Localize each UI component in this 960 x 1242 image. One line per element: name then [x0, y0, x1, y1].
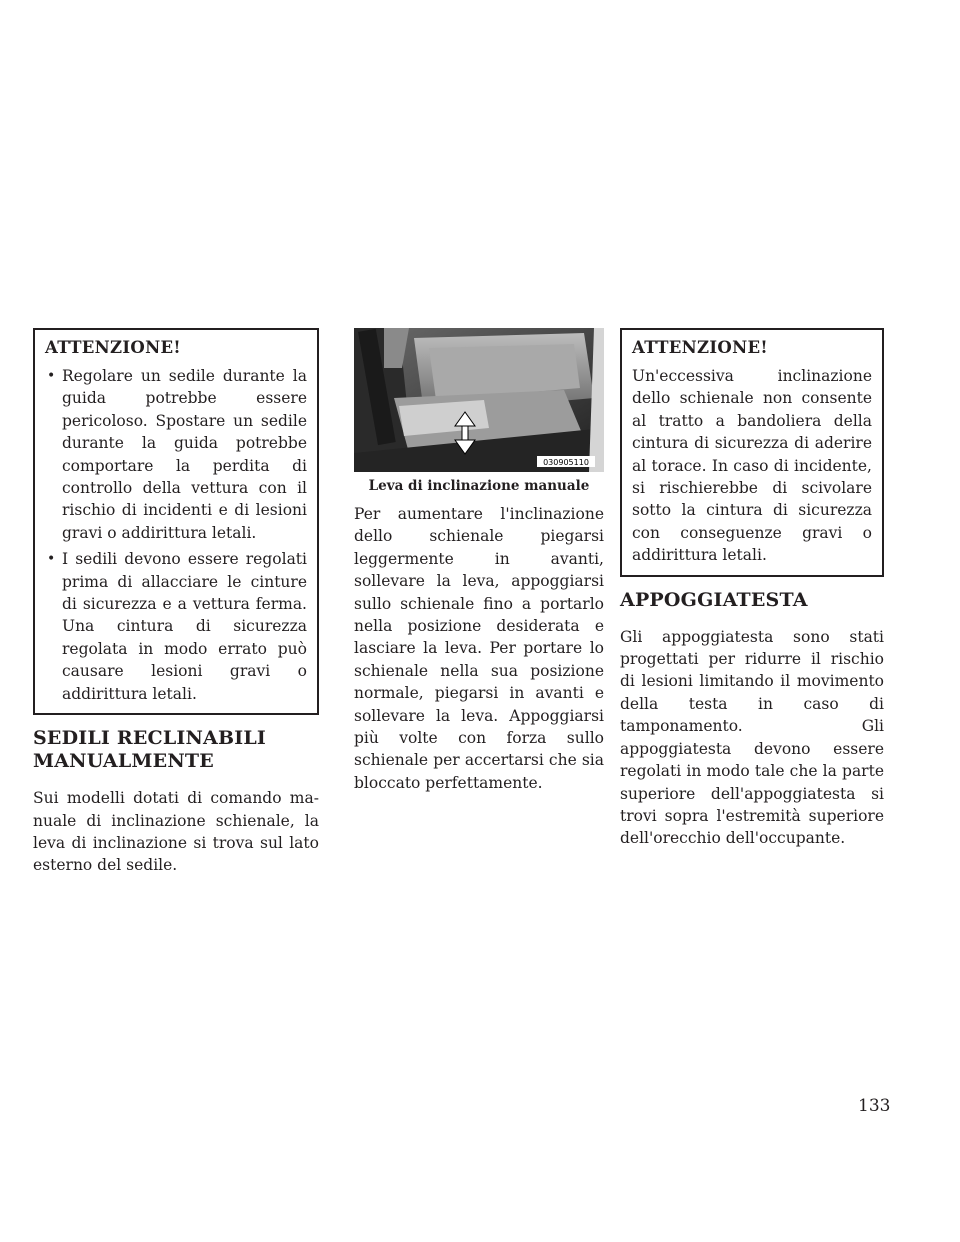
- image-caption: Leva di inclinazione manuale: [368, 478, 590, 494]
- paragraph-headrests: Gli appoggiatesta sono stati progettati per ridurre il rischio di lesioni limitando il movimento della testa in caso di tamponamento. Gli appoggiatesta devono essere regolati in modo tale che la parte superiore dell'appoggiatesta si trovi sopra l'estremità superiore dell'orecchio dell'occupante.: [620, 627, 884, 848]
- warning-item: [45, 548, 307, 705]
- warning-item: [45, 365, 307, 544]
- warning-title: ATTENZIONE!: [632, 338, 768, 357]
- warning-box-seat-adjust: [33, 328, 319, 715]
- warning-text: Un'eccessiva inclinazione dello schienale non consente al tratto a bandoliera della cintura di sicurezza di aderire al torace. In caso di incidente, si rischierebbe di scivolare sotto la cintura di sicurezza con conseguenze gravi o addirittura letali.: [632, 367, 872, 565]
- image-code: 030905110: [543, 458, 589, 467]
- middle-column: [354, 328, 604, 794]
- page-number: 133: [858, 1096, 891, 1116]
- section-heading-headrests: APPOGGIATESTA: [620, 588, 808, 611]
- paragraph-recline-instructions: Per aumentare l'inclinazione dello schienale piegarsi leggermente in avanti, sollevare la leva, appoggiarsi sullo schienale fino a portarlo nella posizione desiderata e lasciare la leva. Per portare lo schienale nella sua posizione normale, piegarsi in avanti e sollevare la leva. Appoggiarsi più volte con forza sullo schienale per accertarsi che sia bloccato perfettamente.: [354, 505, 604, 792]
- bullet-icon: •: [47, 551, 56, 568]
- right-column: [620, 328, 884, 850]
- seat-recline-lever-image: [354, 328, 604, 472]
- left-column: [33, 328, 319, 877]
- warning-item-text: I sedili devono essere regolati prima di allacciare le cinture di sicurezza e a vettura ferma. Una cintura di sicurezza regolata in modo errato può causare lesioni gravi o addirittura letali.: [62, 550, 307, 703]
- section-heading-reclining-seats: SEDILI RECLINABILI MANUALMENTE: [33, 727, 266, 773]
- warning-item-text: Regolare un sedile durante la guida potrebbe essere pericoloso. Spostare un sedile durante la guida potrebbe comportare la perdita di controllo della vettura con il rischio di incidenti e di lesioni gravi o addirittura letali.: [62, 367, 307, 542]
- bullet-icon: •: [47, 368, 56, 384]
- warning-box-recline: [620, 328, 884, 577]
- warning-title: ATTENZIONE!: [45, 338, 181, 357]
- paragraph-reclining-intro: Sui modelli dotati di comando manuale di inclinazione schienale, la leva di inclinazione si trova sul lato esterno del sedile.: [33, 789, 319, 875]
- seat-illustration: [354, 328, 604, 472]
- warning-list: [45, 365, 307, 705]
